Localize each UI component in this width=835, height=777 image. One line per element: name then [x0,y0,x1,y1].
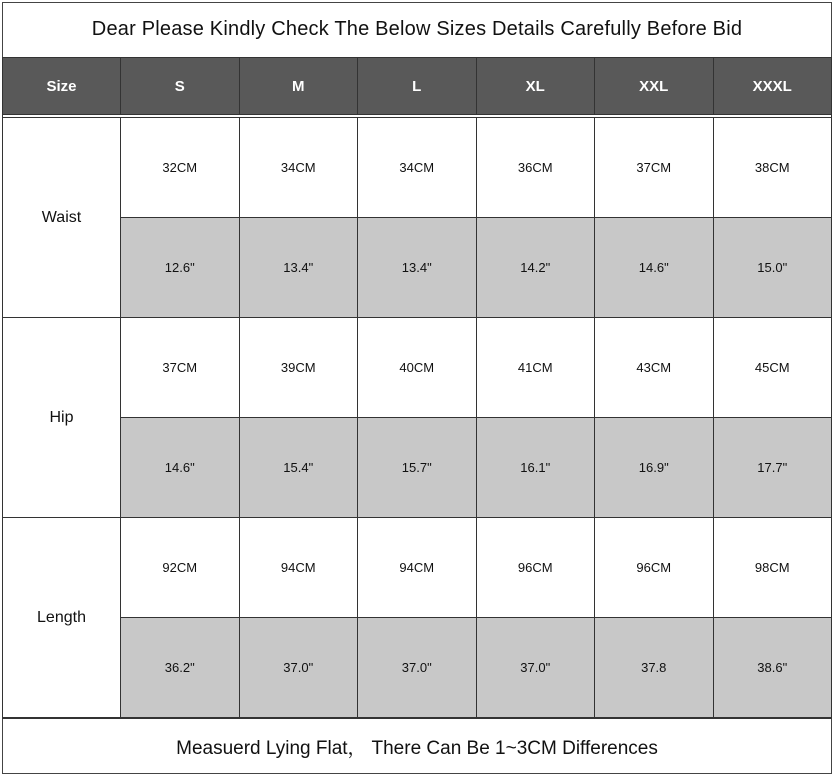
table-cell: 37.0" [358,618,477,718]
table-cell: 37.0" [476,618,595,718]
waist-cm-row [3,118,832,218]
length-cm-row [3,518,832,618]
table-cell: 39CM [239,318,358,418]
table-cell: 40CM [358,318,477,418]
measurement-note: Measuerd Lying Flat， There Can Be 1~3CM Differences [2,718,832,774]
header-size-xxxl: XXXL [713,58,832,115]
row-label-hip: Hip [3,318,121,518]
table-cell: 12.6" [121,218,240,318]
table-cell: 43CM [595,318,714,418]
table-cell: 32CM [121,118,240,218]
table-cell: 45CM [713,318,832,418]
table-cell: 16.9" [595,418,714,518]
waist-inch-row [3,218,832,318]
table-cell: 92CM [121,518,240,618]
row-label-length: Length [3,518,121,718]
table-cell: 15.4" [239,418,358,518]
header-row [3,58,832,115]
header-size-m: M [239,58,358,115]
table-cell: 98CM [713,518,832,618]
table-cell: 41CM [476,318,595,418]
header-size-l: L [358,58,477,115]
table-cell: 37CM [121,318,240,418]
hip-inch-row [3,418,832,518]
table-cell: 38.6" [713,618,832,718]
table-cell: 37CM [595,118,714,218]
table-cell: 96CM [595,518,714,618]
table-cell: 13.4" [239,218,358,318]
table-cell: 14.6" [595,218,714,318]
header-size-xl: XL [476,58,595,115]
table-cell: 37.8 [595,618,714,718]
hip-cm-row [3,318,832,418]
table-cell: 16.1" [476,418,595,518]
table-cell: 36CM [476,118,595,218]
table-cell: 36.2" [121,618,240,718]
table-cell: 14.6" [121,418,240,518]
chart-title: Dear Please Kindly Check The Below Sizes Details Carefully Before Bid [91,18,743,40]
table-cell: 38CM [713,118,832,218]
table-cell: 94CM [239,518,358,618]
table-cell: 94CM [358,518,477,618]
table-cell: 14.2" [476,218,595,318]
header-size-label: Size [3,58,121,115]
table-cell: 15.7" [358,418,477,518]
row-label-waist: Waist [3,118,121,318]
table-cell: 37.0" [239,618,358,718]
length-inch-row [3,618,832,718]
table-cell: 15.0" [713,218,832,318]
size-table [2,57,832,718]
header-size-s: S [121,58,240,115]
table-cell: 34CM [358,118,477,218]
table-cell: 13.4" [358,218,477,318]
table-cell: 96CM [476,518,595,618]
header-size-xxl: XXL [595,58,714,115]
table-cell: 34CM [239,118,358,218]
table-cell: 17.7" [713,418,832,518]
